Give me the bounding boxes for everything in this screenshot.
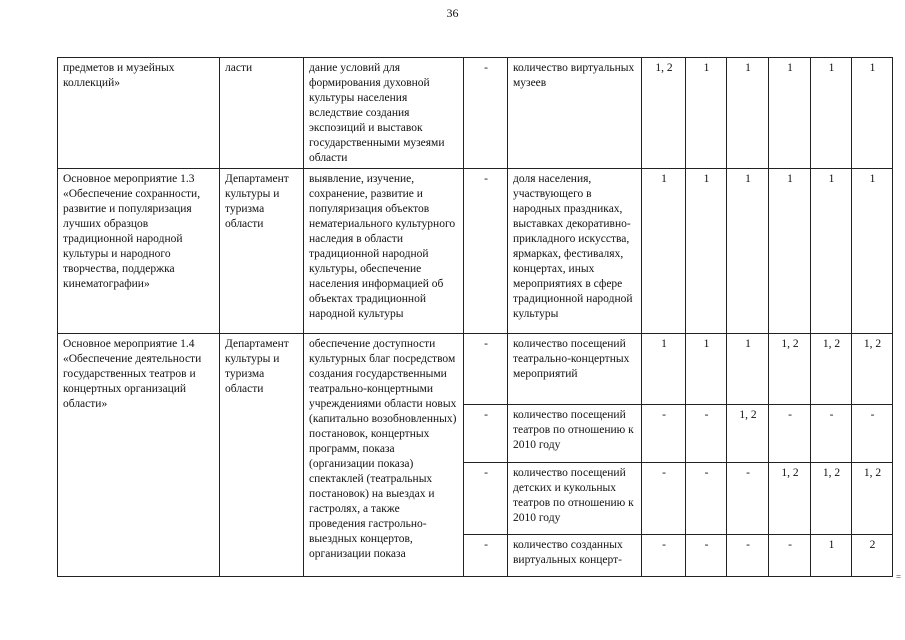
value-cell: - bbox=[769, 535, 811, 577]
value-cell: - bbox=[727, 463, 769, 535]
margin-mark: = bbox=[896, 572, 902, 582]
indicator-cell: количество виртуальных музеев bbox=[508, 58, 642, 169]
page-number: 36 bbox=[446, 6, 459, 20]
value-cell: - bbox=[686, 463, 727, 535]
value-cell: - bbox=[686, 535, 727, 577]
value-cell: 1, 2 bbox=[811, 334, 852, 405]
event-cell: Основное мероприятие 1.3 «Обеспечение сохранности, развитие и популяризация лучших образцов традиционной народной культуры и народного творчества, поддержка кинематографии» bbox=[58, 169, 220, 334]
value-cell: 1, 2 bbox=[642, 58, 686, 169]
dash-cell: - bbox=[464, 405, 508, 463]
executor-cell: Департамент культуры и туризма области bbox=[220, 334, 304, 577]
value-cell: 1 bbox=[769, 169, 811, 334]
value-cell: - bbox=[852, 405, 893, 463]
value-cell: 1 bbox=[852, 169, 893, 334]
value-cell: 1 bbox=[727, 169, 769, 334]
value-cell: - bbox=[727, 535, 769, 577]
value-cell: 1 bbox=[811, 535, 852, 577]
value-cell: 1, 2 bbox=[852, 334, 893, 405]
dash-cell: - bbox=[464, 334, 508, 405]
event-cell: предметов и музейных коллекций» bbox=[58, 58, 220, 169]
value-cell: - bbox=[769, 405, 811, 463]
indicator-cell: доля населения, участвующего в народных праздниках, выставках декоративно-прикладного искусства, ярмарках, фестивалях, концертах, иных мероприятиях в сфере традиционной народной культуры bbox=[508, 169, 642, 334]
executor-cell: ласти bbox=[220, 58, 304, 169]
value-cell: 1, 2 bbox=[769, 463, 811, 535]
description-cell: обеспечение доступности культурных благ посредством создания государственными театрально-концертными учреждениями области новых (капитально возобновленных) постановок, концертных программ, показа (организации показа) спектаклей (театральных постановок) на выездах и гастролях, а также проведения гастрольно-выездных концертов, организации показа bbox=[304, 334, 464, 577]
value-cell: 1 bbox=[686, 169, 727, 334]
program-table bbox=[57, 57, 893, 577]
table-row bbox=[58, 58, 893, 169]
indicator-cell: количество посещений театрально-концертных мероприятий bbox=[508, 334, 642, 405]
description-cell: выявление, изучение, сохранение, развитие и популяризация объектов нематериального культурного наследия в области традиционной народной культуры, обеспечение населения информацией об объектах традиционной народной культуры bbox=[304, 169, 464, 334]
indicator-cell: количество посещений театров по отношению к 2010 году bbox=[508, 405, 642, 463]
value-cell: 1 bbox=[852, 58, 893, 169]
event-cell: Основное мероприятие 1.4 «Обеспечение деятельности государственных театров и концертных организаций области» bbox=[58, 334, 220, 577]
value-cell: 2 bbox=[852, 535, 893, 577]
dash-cell: - bbox=[464, 169, 508, 334]
indicator-cell: количество посещений детских и кукольных театров по отношению к 2010 году bbox=[508, 463, 642, 535]
value-cell: - bbox=[642, 405, 686, 463]
dash-cell: - bbox=[464, 463, 508, 535]
value-cell: 1 bbox=[642, 169, 686, 334]
value-cell: - bbox=[686, 405, 727, 463]
indicator-cell: количество созданных виртуальных концерт- bbox=[508, 535, 642, 577]
value-cell: - bbox=[642, 463, 686, 535]
value-cell: 1, 2 bbox=[727, 405, 769, 463]
value-cell: 1 bbox=[727, 58, 769, 169]
value-cell: - bbox=[811, 405, 852, 463]
value-cell: 1 bbox=[769, 58, 811, 169]
value-cell: 1 bbox=[642, 334, 686, 405]
value-cell: 1, 2 bbox=[852, 463, 893, 535]
value-cell: 1, 2 bbox=[769, 334, 811, 405]
value-cell: 1 bbox=[686, 58, 727, 169]
table-row bbox=[58, 169, 893, 334]
value-cell: 1 bbox=[811, 58, 852, 169]
value-cell: 1, 2 bbox=[811, 463, 852, 535]
description-cell: дание условий для формирования духовной культуры населения вследствие создания экспозиций и выставок государственными музеями области bbox=[304, 58, 464, 169]
dash-cell: - bbox=[464, 535, 508, 577]
executor-cell: Департамент культуры и туризма области bbox=[220, 169, 304, 334]
value-cell: 1 bbox=[727, 334, 769, 405]
dash-cell: - bbox=[464, 58, 508, 169]
value-cell: 1 bbox=[811, 169, 852, 334]
table-row bbox=[58, 334, 893, 405]
value-cell: - bbox=[642, 535, 686, 577]
value-cell: 1 bbox=[686, 334, 727, 405]
